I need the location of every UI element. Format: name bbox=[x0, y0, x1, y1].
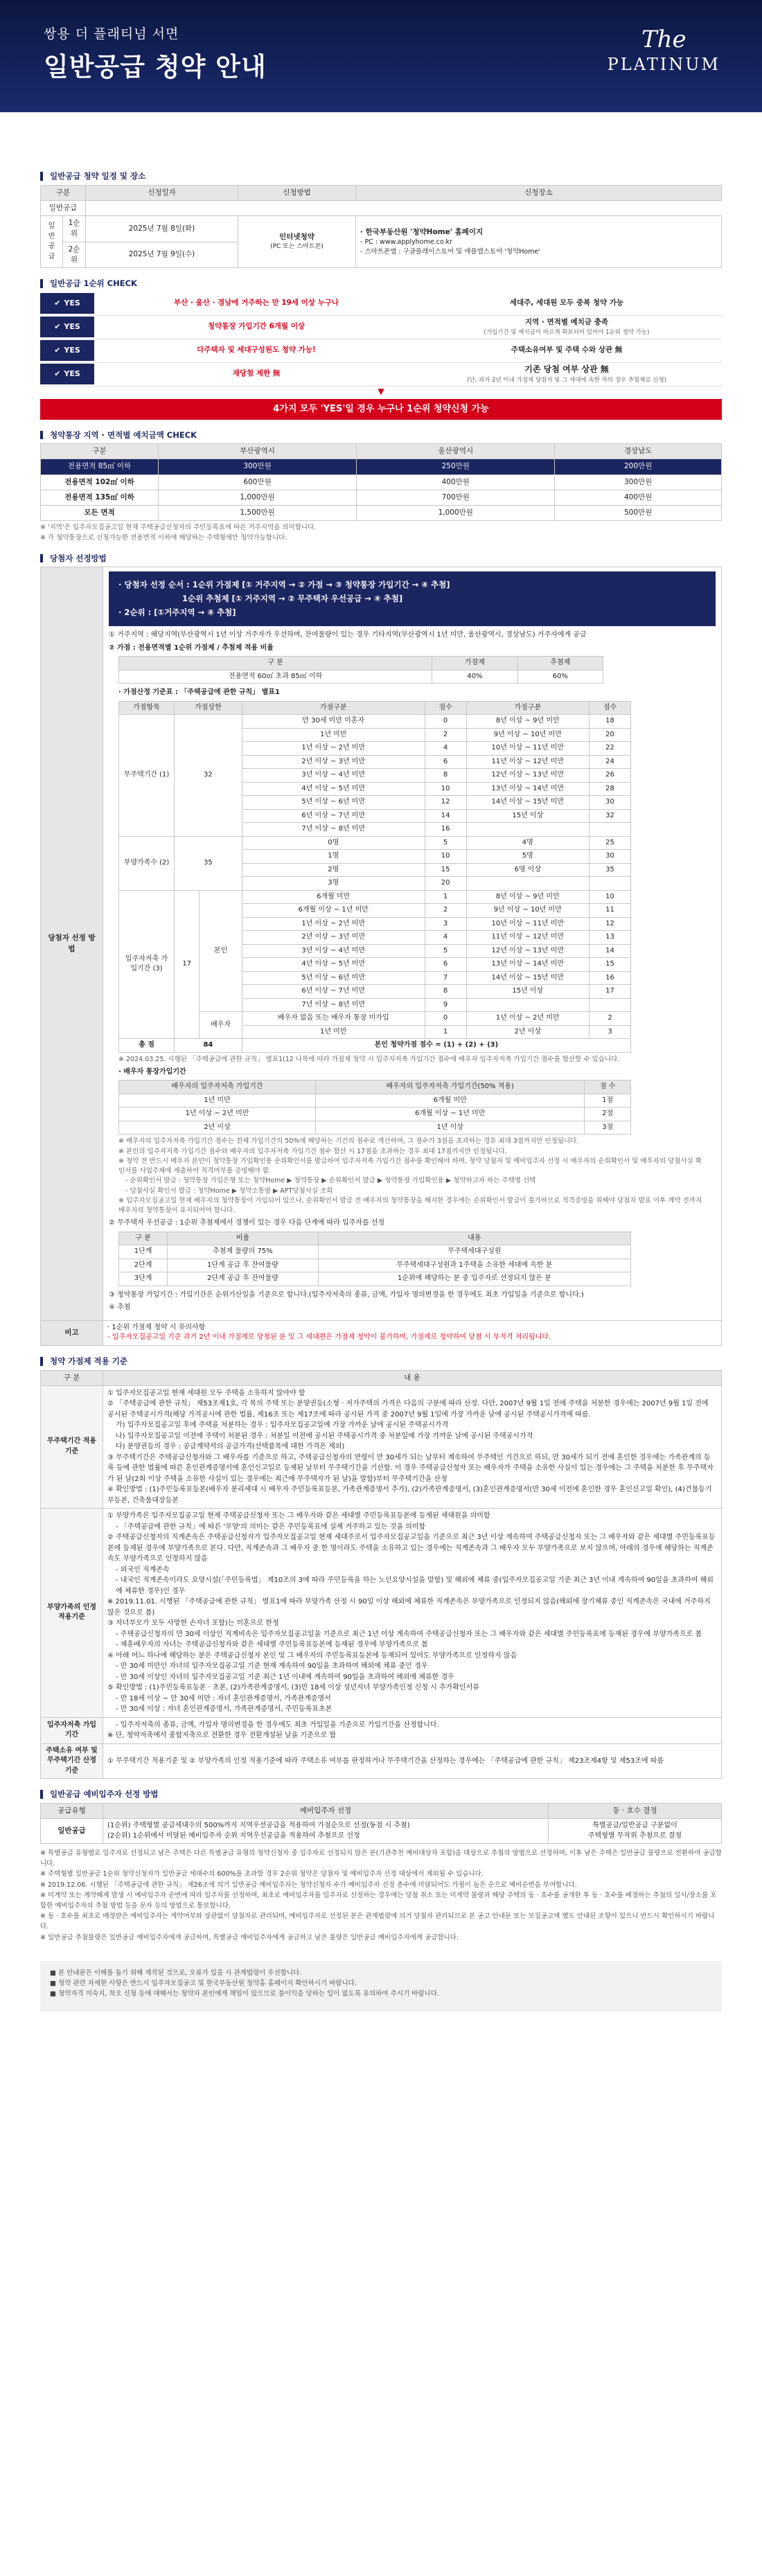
header-pretitle: 쌍용 더 플래티넘 서면 bbox=[44, 26, 179, 42]
deposit-head: 경상남도 bbox=[555, 444, 722, 459]
score-cell: 10 bbox=[425, 782, 466, 796]
schedule-group: 일반공급 bbox=[41, 216, 63, 268]
check-left: 청약통장 가입기간 6개월 이상 bbox=[208, 322, 305, 331]
spouse-cell: 2년 이상 bbox=[119, 1121, 316, 1135]
deposit-cell: 400만원 bbox=[357, 474, 555, 490]
score-cell: 12 bbox=[590, 917, 631, 931]
winner-item4: ③ 청약통장 가입기간 : 가입기간은 순위기산일을 기준으로 합니다.(입주자저축의 종류, 금액, 가입자 명의변경을 한 경우에도 최초 가입일을 기준으로 합니다.) bbox=[109, 1290, 584, 1299]
score-cell: 25 bbox=[590, 836, 631, 850]
score-cell: 11 bbox=[590, 904, 631, 918]
winner-item2: ② 가점 : 전용면적별 1순위 가점제 / 추첨제 적용 비율 bbox=[109, 643, 274, 652]
schedule-head: 신청방법 bbox=[238, 185, 356, 200]
criteria-head: 구 분 bbox=[41, 1370, 103, 1385]
page-header bbox=[0, 0, 762, 112]
score-cell: 10년 이상 ~ 11년 미만 bbox=[466, 917, 589, 931]
score-cell: 16 bbox=[425, 823, 466, 837]
criteria-content bbox=[103, 1717, 722, 1743]
score-max: 32 bbox=[175, 715, 242, 837]
arrow-down-icon: ▼ bbox=[378, 386, 384, 396]
spouse-cell: 1점 bbox=[585, 1094, 631, 1108]
score-cell: 14 bbox=[425, 809, 466, 823]
score-cell: 만 30세 미만 미혼자 bbox=[242, 715, 425, 729]
score-cell: 1 bbox=[425, 1025, 466, 1039]
score-cell: 7 bbox=[425, 971, 466, 985]
score-cell: 4년 이상 ~ 5년 미만 bbox=[242, 958, 425, 972]
criteria-para: - 만 18세 이상 ~ 만 30세 미만 : 자녀 혼인관계증명서, 가족관계증명서 bbox=[116, 1694, 331, 1703]
score-cell: 8 bbox=[425, 985, 466, 999]
deposit-label: 전용면적 135㎡ 이하 bbox=[41, 490, 159, 505]
ratio-head: 추첨제 bbox=[517, 657, 603, 670]
ratio-cell: 전용면적 60㎡ 초과 85㎡ 이하 bbox=[119, 670, 432, 684]
score-total-label: 총 점 bbox=[119, 1039, 175, 1053]
spouse-cell: 1년 미만 bbox=[119, 1094, 316, 1108]
check-right: 기존 당첨 여부 상관 無 (단, 과거 2년 이내 가점제 당첨자 및 그 세대에 속한 자의 경우 추첨제로 신청) bbox=[467, 364, 666, 384]
score-cell: 6명 이상 bbox=[466, 863, 589, 877]
deposit-cell: 1,000만원 bbox=[159, 490, 357, 505]
deposit-notes: ※ '지역'은 입주자모집공고일 현재 주택공급신청자의 주민등록표에 따른 거주지역을 의미합니다. ※ 각 청약통장으로 신청가능한 전용면적 이하에 해당하는 주택형에만 청약가능합니다. bbox=[40, 524, 317, 542]
criteria-para: ④ 아래 어느 하나에 해당하는 분은 주택공급신청자 본인 및 그 배우자의 주민등록표등본에 등재되어 있어도 부양가족으로 인정하지 않음 bbox=[107, 1651, 517, 1660]
reserve-head: 동 · 호수 결정 bbox=[549, 1803, 722, 1818]
check-row bbox=[40, 363, 722, 387]
winner-table bbox=[40, 567, 722, 1345]
priority-cell: 1단계 공급 후 잔여물량 bbox=[168, 1259, 319, 1272]
criteria-para: 나) 입주자모집공고일 이전에 주택이 처분된 경우 : 처분일 이전에 공시된 주택공시가격 중 처분일에 가장 가까운 날에 공시된 주택공시가격 bbox=[116, 1432, 533, 1440]
score-sub: 배우자 bbox=[200, 1012, 242, 1039]
priority-cell: 무주택세대구성원 bbox=[318, 1245, 630, 1259]
deposit-title: 청약통장 지역 · 면적별 예치금액 CHECK bbox=[40, 431, 722, 440]
score-cell: 9년 이상 ~ 10년 미만 bbox=[466, 904, 589, 918]
criteria-para: - 주택공급신청자의 만 30세 이상인 직계비속은 입주자모집공고일을 기준으로 최근 1년 이상 계속하여 주택공급신청자 또는 그 배우자와 같은 세대별 주민등록표에 등재된 경우에 부양가족으로 봄 bbox=[116, 1630, 702, 1638]
criteria-row bbox=[41, 1717, 722, 1743]
score-cell: 5년 이상 ~ 6년 미만 bbox=[242, 971, 425, 985]
score-cell: 14 bbox=[590, 944, 631, 958]
spouse-table bbox=[118, 1080, 631, 1135]
criteria-para: 가) 입주자모집공고일 후에 주택을 처분하는 경우 : 입주자모집공고일에 가장 가까운 날에 공시된 주택공시가격 bbox=[116, 1421, 449, 1430]
ratio-head: 구 분 bbox=[119, 657, 432, 670]
score-table bbox=[118, 701, 631, 1053]
score-cell: 32 bbox=[590, 809, 631, 823]
deposit-cell: 500만원 bbox=[555, 506, 722, 521]
deposit-label: 모든 면적 bbox=[41, 506, 159, 521]
check-row bbox=[40, 316, 722, 339]
etc-content: · 1순위 가점제 청약 시 유의사항 - 입주자모집공고일 기준 과거 2년 이내 가점제로 당첨된 분 및 그 세대원은 가점제 청약이 불가하며, 가점제로 청약하여 당첨 시 부적격 처리됩니다. bbox=[103, 1320, 722, 1345]
criteria-para: ② 「주택공급에 관한 규칙」 제53조제1호, 각 목의 주택 또는 분양권등(소형 · 저가주택의 가격은 다음의 구분에 따라 산정. 다만, 2007년 9월 1일 전에 주택을 처분한 경우에는 2007년 9월 1일 전에 공시된 주택공시가격(해당 가격공시에 관한 법률, 제16조 또는 제17조에 따라 공시된 가격 중 2007년 9월 1일에 가장 가까운 날에 공시된 주택공시가격에 따름. bbox=[107, 1400, 709, 1419]
spouse-cell: 3점 bbox=[585, 1121, 631, 1135]
score-cell: 4 bbox=[425, 931, 466, 945]
deposit-cell: 700만원 bbox=[357, 490, 555, 505]
priority-cell: 1단계 bbox=[119, 1245, 168, 1259]
score-cell: 12년 이상 ~ 13년 미만 bbox=[466, 769, 589, 783]
schedule-head: 구분 bbox=[41, 185, 86, 200]
spouse-cell: 2점 bbox=[585, 1108, 631, 1121]
criteria-row bbox=[41, 1743, 722, 1779]
score-cell: 14년 이상 ~ 15년 미만 bbox=[466, 796, 589, 810]
score-cell: 2 bbox=[590, 1012, 631, 1026]
score-row bbox=[119, 836, 631, 850]
criteria-row bbox=[41, 1385, 722, 1509]
criteria-para: ※ 2019.11.01. 시행된 「주택공급에 관한 규칙」 별표1에 따라 부양가족 산정 시 90일 이상 해외에 체류한 직계존속은 부양가족으로 인정되지 않음(해외에 장기체류 중인 직계존속은 국내에 거주하지 않은 것으로 봄) bbox=[107, 1598, 711, 1617]
reserve-selection: (1순위) 주택형별 공급세대수의 500%까지 지역우선공급을 적용하여 가점순으로 선정(동점 시 추첨) (2순위) 1순위에서 미달된 예비입주자 순위 지역우선공급을 적용하여 추첨으로 선정 bbox=[103, 1819, 549, 1844]
score-cell: 5 bbox=[425, 836, 466, 850]
score-category: 무주택기간 (1) bbox=[119, 715, 175, 837]
score-cell: 9 bbox=[425, 998, 466, 1012]
score-cell: 1명 bbox=[242, 850, 425, 864]
score-cell: 17 bbox=[590, 985, 631, 999]
score-head: 가점상한 bbox=[175, 701, 242, 715]
score-cell bbox=[590, 823, 631, 837]
score-cell: 5명 bbox=[466, 850, 589, 864]
score-cell: 6개월 미만 bbox=[242, 890, 425, 904]
criteria-para: ④ 확인방법 : (1)주민등록표등본(배우자 분리세대 시 배우자 주민등록표등본, 가족관계증명서 추가), (2)가족관계증명서, (3)혼인관계증명서(만 30세 이전에 혼인한 경우 혼인신고일 확인), (4)건물등기부등본, 건축물대장등본 bbox=[107, 1486, 712, 1504]
ratio-cell: 40% bbox=[432, 670, 517, 684]
score-cell: 3년 이상 ~ 4년 미만 bbox=[242, 944, 425, 958]
priority-table bbox=[118, 1232, 631, 1286]
schedule-body bbox=[40, 215, 722, 268]
logo-the: The bbox=[641, 26, 686, 53]
deposit-cell: 400만원 bbox=[555, 490, 722, 505]
check-left: 재당첨 제한 無 bbox=[232, 369, 281, 378]
ratio-head: 가점제 bbox=[432, 657, 517, 670]
priority-head: 구 분 bbox=[119, 1232, 168, 1245]
score-cell: 10년 이상 ~ 11년 미만 bbox=[466, 742, 589, 756]
reserve-notes: ※ 특별공급 유형별로 입주자로 선정되고 남은 주택은 다른 특별공급 유형의 청약신청자 중 입주자로 선정되지 않은 분(기관추천 예비대상자 포함)을 대상으로 추첨의 방법으로 선정하며, 이후 남은 주택은 일반공급 물량으로 전환하여 공급합니다. ※ 주택형별 일반공급 1순위 청약신청자가 일반공급 세대수의 600%를 초과할 경우 2순위 청약은 당첨자 및 예비입주자 선정 대상에서 제외될 수 있습니다. ※ 2019.12.06. 시행된 「주택공급에 관한 규칙」 제26조에 의거 일반공급 예비입주자는 청약신청자 수가 예비입주자 선정 총수에 미달되어도 가점이 높은 순으로 예비순번을 부여합니다. ※ 미계약 또는 계약해제 발생 시 예비입주자 순번에 따라 입주자를 선정하며, 최초로 예비입주자를 입주자로 선정하는 경우에는 당첨 취소 또는 미계약 물량과 해당 주택의 동 · 호수를 공개한 후 동 · 호수를 배정하는 추첨의 일시/장소를 포함한 예비입주자의 추첨 방법 등을 문자 등의 방법으로 통보합니다. ※ 동 · 호수를 최초로 배정받은 예비입주자는 계약여부와 상관없이 당첨자로 관리되며, 예비입주자로 선정된 분은 관계법령에 의거 당첨자 관리되므로 본 공고 안내문 또는 모집공고에 별도 안내된 조항이 있으니 반드시 확인하시기 바랍니다. ※ 일반공급 추첨물량은 일반공급 예비입주자에게 공급하며, 특별공급 예비입주자에게 공급하고 남은 물량은 일반공급 예비입주자에게 공급합니다. bbox=[40, 1849, 722, 1942]
score-cell: 15 bbox=[425, 863, 466, 877]
winner-item1: ① 거주지역 : 해당지역(부산광역시 1년 이상 거주자가 우선하며, 잔여물량이 있는 경우 기타지역(부산광역시 1년 미만, 울산광역시, 경상남도) 거주자에게 공급 bbox=[109, 631, 587, 639]
score-category: 부양가족수 (2) bbox=[119, 836, 175, 890]
check-right: 세대주, 세대원 모두 중복 청약 가능 bbox=[509, 299, 624, 308]
score-cell: 0명 bbox=[242, 836, 425, 850]
score-cell: 20 bbox=[590, 728, 631, 742]
schedule-date: 2025년 7월 9일(수) bbox=[86, 242, 238, 267]
score-cell: 28 bbox=[590, 782, 631, 796]
spouse-head: 배우자의 입주자저축 가입기간 bbox=[119, 1081, 316, 1094]
score-cell: 35 bbox=[590, 863, 631, 877]
score-cell: 20 bbox=[425, 877, 466, 891]
score-cell: 1년 이상 ~ 2년 미만 bbox=[242, 917, 425, 931]
criteria-para: ② 주택공급신청자의 직계존속은 주택공급신청자가 입주자모집공고일 현재 세대주로서 입주자모집공고일을 기준으로 최근 3년 이상 계속하여 주택공급신청자 또는 그 배우자와 같은 세대별 주민등록표등본에 등재된 경우에 부양가족으로 본다. 다만, 직계존속과 그 배우자 중 한 명이라도 주택을 소유하고 있는 경우에는 직계존속과 그 배우자 모두 부양가족으로 보지 않으며, 아래의 경우에 해당하는 직계존속도 부양가족으로 인정하지 않음 bbox=[107, 1534, 716, 1563]
criteria-content bbox=[103, 1385, 722, 1509]
criteria-para: - 내국인 직계존속이라도 요양시설(「주민등록법」 제10조의 3에 따라 주민등록을 하는 노인요양시설을 말함) 및 해외에 체류 중(입주자모집공고일 기준 최근 3년 이내 계속하여 90일을 초과하여 해외에 체류한 경우)인 경우 bbox=[116, 1576, 714, 1595]
schedule-rank: 1순위 bbox=[63, 216, 86, 242]
score-cell: 2년 이상 bbox=[466, 1025, 589, 1039]
criteria-para: ③ 자녀부모가 모두 사망한 손자녀 포함)는 미혼으로 한정 bbox=[107, 1619, 279, 1628]
score-cell: 7년 이상 ~ 8년 미만 bbox=[242, 823, 425, 837]
score-cell: 11년 이상 ~ 12년 미만 bbox=[466, 931, 589, 945]
spouse-head: 점 수 bbox=[585, 1081, 631, 1094]
score-cell: 14년 이상 ~ 15년 미만 bbox=[466, 971, 589, 985]
yes-badge: ✔ YES bbox=[40, 340, 94, 361]
score-cell: 10 bbox=[425, 850, 466, 864]
score-category: 입주자저축 가입기간 (3) bbox=[119, 890, 175, 1039]
score-cell: 16 bbox=[590, 971, 631, 985]
priority-cell: 3단계 bbox=[119, 1272, 168, 1286]
score-cell: 0 bbox=[425, 715, 466, 729]
reserve-table bbox=[40, 1803, 722, 1844]
score-cell: 0 bbox=[425, 1012, 466, 1026]
criteria-para: ① 입주자모집공고일 현재 세대원 모두 주택을 소유하지 않아야 함 bbox=[107, 1389, 305, 1397]
priority-cell: 2단계 bbox=[119, 1259, 168, 1272]
criteria-para: - 입주자저축의 종류, 금액, 가입자 명의변경을 한 경우에도 최초 가입일을 기준으로 가입기간을 산정합니다. bbox=[116, 1721, 439, 1729]
score-cell bbox=[466, 877, 589, 891]
spouse-cell: 6개월 미만 bbox=[316, 1094, 585, 1108]
criteria-title: 청약 가점제 적용 기준 bbox=[40, 1357, 722, 1366]
score-cell bbox=[466, 823, 589, 837]
score-cell: 13년 이상 ~ 14년 미만 bbox=[466, 958, 589, 972]
score-cell: 1 bbox=[425, 890, 466, 904]
deposit-cell: 300만원 bbox=[555, 474, 722, 490]
score-cell: 2년 이상 ~ 3년 미만 bbox=[242, 931, 425, 945]
score-cell: 3 bbox=[590, 1025, 631, 1039]
criteria-para: - 재혼배우자의 자녀는 주택공급신청자와 같은 세대별 주민등록표등본에 등재된 경우에 부양가족으로 봄 bbox=[116, 1641, 428, 1649]
score-cell: 4년 이상 ~ 5년 미만 bbox=[242, 782, 425, 796]
score-cell bbox=[466, 998, 589, 1012]
score-cell bbox=[590, 877, 631, 891]
score-max: 35 bbox=[175, 836, 242, 890]
score-cell: 8년 이상 ~ 9년 미만 bbox=[466, 890, 589, 904]
check-title: 일반공급 1순위 CHECK bbox=[40, 279, 722, 288]
schedule-table bbox=[40, 185, 722, 216]
score-cell: 6 bbox=[425, 755, 466, 769]
priority-cell: 무주택세대구성원과 1주택을 소유한 세대에 속한 분 bbox=[318, 1259, 630, 1272]
criteria-para: - 「주택공급에 관한 규칙」에 따른 '부양'의 의미는 같은 주민등록표에 실제 거주하고 있는 것을 의미함 bbox=[116, 1522, 426, 1531]
schedule-rank: 2순위 bbox=[63, 242, 86, 267]
score-cell: 5년 이상 ~ 6년 미만 bbox=[242, 796, 425, 810]
score-cell: 10 bbox=[590, 890, 631, 904]
check-right: 주택소유여부 및 주택 수와 상관 無 bbox=[511, 346, 623, 355]
priority-head: 비율 bbox=[168, 1232, 319, 1245]
criteria-para: ① 부양가족은 입주자모집공고일 현재 주택공급신청자 또는 그 배우자와 같은 세대별 주민등록표등본에 등재된 세대원을 의미함 bbox=[107, 1512, 490, 1520]
score-cell: 4명 bbox=[466, 836, 589, 850]
winner-title: 당첨자 선정방법 bbox=[40, 554, 722, 563]
criteria-para: - 외국인 직계존속 bbox=[116, 1565, 170, 1574]
score-cell: 3 bbox=[425, 917, 466, 931]
score-cell: 2년 이상 ~ 3년 미만 bbox=[242, 755, 425, 769]
schedule-head: 신청장소 bbox=[356, 185, 722, 200]
check-list bbox=[40, 292, 722, 387]
score-head: 가점구분 bbox=[242, 701, 425, 715]
score-cell: 6 bbox=[425, 958, 466, 972]
criteria-para: 다) 분양권등의 경우 : 공급계약서의 공급가격(선택품목에 대한 가격은 제외) bbox=[116, 1443, 345, 1451]
score-cell: 22 bbox=[590, 742, 631, 756]
score-sub: 본인 bbox=[200, 890, 242, 1012]
reserve-label: 일반공급 bbox=[41, 1819, 103, 1844]
deposit-cell: 300만원 bbox=[159, 459, 357, 474]
score-cell: 8년 이상 ~ 9년 미만 bbox=[466, 715, 589, 729]
schedule-date: 2025년 7월 8일(화) bbox=[86, 216, 238, 242]
criteria-para: - 만 30세 미만인 자녀의 입주자모집공고일 기준 현재 계속하여 90일을 초과하여 해외에 체류 중인 경우 bbox=[116, 1662, 428, 1671]
deposit-cell: 600만원 bbox=[159, 474, 357, 490]
spouse-title: · 배우자 통장가입기간 bbox=[118, 1067, 186, 1076]
score-cell: 13년 이상 ~ 14년 미만 bbox=[466, 782, 589, 796]
yes-badge: ✔ YES bbox=[40, 364, 94, 384]
etc-label: 비고 bbox=[41, 1320, 103, 1345]
score-cell: 9년 이상 ~ 10년 미만 bbox=[466, 728, 589, 742]
check-banner: 4가지 모두 'YES'일 경우 누구나 1순위 청약신청 가능 bbox=[40, 399, 722, 420]
deposit-cell: 1,500만원 bbox=[159, 506, 357, 521]
score-row bbox=[119, 715, 631, 729]
schedule-title: 일반공급 청약 일정 및 장소 bbox=[40, 172, 722, 181]
score-cell: 12 bbox=[425, 796, 466, 810]
brand-logo bbox=[608, 28, 720, 77]
score-cell: 30 bbox=[590, 850, 631, 864]
score-cell: 배우자 없음 또는 배우자 통장 미가입 bbox=[242, 1012, 425, 1026]
score-cell: 3년 이상 ~ 4년 미만 bbox=[242, 769, 425, 783]
reserve-head: 예비입주자 선정 bbox=[103, 1803, 549, 1818]
spouse-head: 배우자의 입주자저축 가입기간(50% 적용) bbox=[316, 1081, 585, 1094]
score-cell: 15년 이상 bbox=[466, 985, 589, 999]
score-head: 점수 bbox=[590, 701, 631, 715]
score-cell: 5 bbox=[425, 944, 466, 958]
priority-cell: 2단계 공급 후 잔여물량 bbox=[168, 1272, 319, 1286]
score-note: ※ 2024.03.25. 시행된 「주택공급에 관한 규칙」 별표1(12 나목에 따라 가점제 청약 시 입주자저축 가입기간 점수에 배우자 입주자저축 가입기간 점수를 합산할 수 있습니다. bbox=[118, 1055, 620, 1063]
score-total: 84 bbox=[175, 1039, 242, 1053]
criteria-para: ⑤ 확인방법 : (1)주민등록표등본 · 초본, (2)가족관계증명서, (3)만 18세 이상 성년자녀 부양가족인정 신청 시 추가확인서류 bbox=[107, 1684, 479, 1692]
check-left: 다주택자 및 세대구성원도 청약 가능! bbox=[197, 346, 316, 355]
ratio-cell: 60% bbox=[517, 670, 603, 684]
check-icon: ✔ bbox=[54, 322, 61, 332]
schedule-head: 신청일자 bbox=[86, 185, 238, 200]
score-cell: 7년 이상 ~ 8년 미만 bbox=[242, 998, 425, 1012]
schedule-method: 인터넷청약 (PC 또는 스마트폰) bbox=[238, 216, 356, 268]
spouse-cell: 6개월 이상 ~ 1년 미만 bbox=[316, 1108, 585, 1121]
reserve-decision: 특별공급/일반공급 구분없이 주택형별 무작위 추첨으로 결정 bbox=[549, 1819, 722, 1844]
deposit-head: 구분 bbox=[41, 444, 159, 459]
ratio-table bbox=[118, 656, 603, 684]
criteria-label: 주택소유 여부 및 무주택기간 산정기준 bbox=[41, 1743, 103, 1779]
spouse-notes: ※ 배우자의 입주자저축 가입기간 점수는 전체 가입기간의 50%에 해당하는 기간의 점수로 계산하며, 그 점수가 3점을 초과하는 경우 최대 3점까지만 인정됩니다. ※ 본인의 입주자저축 가입기간 점수와 배우자의 입주자저축 가입기간 점수 합산 시 17점을 초과하는 경우 최대 17점까지만 인정됩니다. ※ 청약 전 반드시 배우자 본인이 청약통장 가입확인용 순위확인서를 발급하여 입주자저축 가입기간 점수를 확인해야 하며, 청약 당첨자 및 예비입주자 선정 시 배우자의 순위확인서 및 배우자의 당첨사실 확인서를 사업주체에 제출하여 적격여부를 증빙해야 함. - 순위확인서 발급 : 청약통장 가입은행 또는 청약Home ▶ 청약통장 ▶ 순위확인서 발급 ▶ 청약통장 가입확인용 ▶ 청약하고자 하는 주택명 선택 - 당첨사실 확인서 발급 : 청약Home ▶ 청약소통방 ▶ APT당첨사실 조회 ※ 입주자모집공고일 현재 배우자의 청약통장이 가입되어 있으나, 순위확인서 발급 전 배우자의 청약통장을 해지한 경우에는 순위확인서 발급이 불가하므로 적격증빙을 위해야 당첨자 발표 이후 계약 전까지 배우자의 청약통장이 유지되어야 합니다. bbox=[118, 1137, 702, 1215]
score-cell: 3명 bbox=[242, 877, 425, 891]
schedule-group: 일반공급 bbox=[41, 200, 86, 215]
spouse-cell: 1년 이상 ~ 2년 미만 bbox=[119, 1108, 316, 1121]
criteria-label: 부양가족의 인정 적용기준 bbox=[41, 1509, 103, 1718]
score-cell: 2명 bbox=[242, 863, 425, 877]
yes-badge: ✔ YES bbox=[40, 317, 94, 337]
priority-cell: 1순위에 해당하는 분 중 입주자로 선정되지 않은 분 bbox=[318, 1272, 630, 1286]
score-formula: 본인 청약가점 점수 = (1) + (2) + (3) bbox=[242, 1039, 630, 1053]
schedule-place: · 한국부동산원 '청약Home' 홈페이지 - PC : www.applyhome.co.kr - 스마트폰앱 : 구글플레이스토어 및 애플앱스토어 '청약Home' bbox=[356, 216, 722, 268]
deposit-head: 부산광역시 bbox=[159, 444, 357, 459]
logo-platinum: PLATINUM bbox=[607, 55, 720, 74]
criteria-para: - 만 30세 이상 : 자녀 혼인관계증명서, 가족관계증명서, 주민등록표초본 bbox=[116, 1705, 333, 1714]
spouse-cell: 1년 이상 bbox=[316, 1121, 585, 1135]
deposit-label: 전용면적 102㎡ 이하 bbox=[41, 474, 159, 490]
score-cell: 12년 이상 ~ 13년 미만 bbox=[466, 944, 589, 958]
score-cell: 11년 이상 ~ 12년 미만 bbox=[466, 755, 589, 769]
score-cell: 4 bbox=[425, 742, 466, 756]
score-cell: 2 bbox=[425, 728, 466, 742]
score-cell: 30 bbox=[590, 796, 631, 810]
criteria-para: - 만 30세 이상인 자녀의 입주자모집공고일 기준 최근 1년 이내에 계속하여 90일을 초과하여 해외에 체류한 경우 bbox=[116, 1673, 454, 1681]
deposit-cell: 250만원 bbox=[357, 459, 555, 474]
score-cell: 13 bbox=[590, 931, 631, 945]
check-icon: ✔ bbox=[54, 346, 61, 355]
score-head: 점수 bbox=[425, 701, 466, 715]
check-left: 부산 · 울산 · 경남에 거주하는 만 19세 이상 누구나 bbox=[173, 299, 339, 308]
deposit-table bbox=[40, 443, 722, 521]
score-cell: 6년 이상 ~ 7년 미만 bbox=[242, 985, 425, 999]
deposit-cell: 200만원 bbox=[555, 459, 722, 474]
score-cell: 2 bbox=[425, 904, 466, 918]
score-cell: 24 bbox=[590, 755, 631, 769]
winner-item5: ④ 추첨 bbox=[109, 1304, 131, 1312]
page-title: 일반공급 청약 안내 bbox=[44, 51, 267, 82]
score-head: 가점구분 bbox=[466, 701, 589, 715]
priority-cell: 추첨제 물량의 75% bbox=[168, 1245, 319, 1259]
check-row bbox=[40, 339, 722, 363]
criteria-row bbox=[41, 1509, 722, 1718]
score-cell: 15년 이상 bbox=[466, 809, 589, 823]
winner-item3: ② 무주택자 우선공급 : 1순위 추첨제에서 경쟁이 있는 경우 다음 단계에 따라 입주자를 선정 bbox=[109, 1219, 385, 1227]
score-cell: 6개월 이상 ~ 1년 미만 bbox=[242, 904, 425, 918]
deposit-label: 전용면적 85㎡ 이하 bbox=[41, 459, 159, 474]
winner-content bbox=[103, 567, 722, 1320]
yes-badge: ✔ YES bbox=[40, 293, 94, 314]
criteria-para: ※ 단, 청약저축에서 종합저축으로 전환한 경우 전환개설된 날을 기준으로 함 bbox=[107, 1732, 336, 1740]
score-cell: 1년 미만 bbox=[242, 1025, 425, 1039]
criteria-table bbox=[40, 1370, 722, 1779]
check-icon: ✔ bbox=[54, 299, 61, 308]
deposit-cell: 1,000만원 bbox=[357, 506, 555, 521]
priority-head: 내용 bbox=[318, 1232, 630, 1245]
score-title: · 가점산정 기준표 : 「주택공급에 관한 규칙」 별표1 bbox=[118, 689, 281, 697]
criteria-head: 내 용 bbox=[103, 1370, 722, 1385]
footer-notes: ■ 본 안내문은 이해를 돕기 위해 제작된 것으로, 오류가 있을 시 관계법령이 우선합니다. ■ 청약 관련 자세한 사항은 반드시 입주자모집공고 및 한국부동산원 청약홈 홈페이지 확인하시기 바랍니다. ■ 청약자격 미숙지, 착오 신청 등에 대해서는 청약자 본인에게 책임이 있으므로 불이익을 당하는 일이 없도록 유의하여 주시기 바랍니다. bbox=[40, 1961, 722, 2012]
winner-side-label: 당첨자 선정 방법 bbox=[41, 567, 103, 1320]
score-cell: 15 bbox=[590, 958, 631, 972]
score-cell: 6년 이상 ~ 7년 미만 bbox=[242, 809, 425, 823]
score-cell: 1년 이상 ~ 2년 미만 bbox=[242, 742, 425, 756]
score-head: 가점항목 bbox=[119, 701, 175, 715]
reserve-title: 일반공급 예비입주자 선정 방법 bbox=[40, 1790, 722, 1799]
score-cell: 1년 이상 ~ 2년 미만 bbox=[466, 1012, 589, 1026]
criteria-content bbox=[103, 1743, 722, 1779]
criteria-para: ① 무주택기간 적용기준 및 ② 부양가족의 인정 적용기준에 따라 주택소유 여부를 판정하거나 무주택기간을 산정하는 경우에는 「주택공급에 관한 규칙」 제23조제4항 및 제53조에 따름 bbox=[107, 1757, 664, 1765]
reserve-head: 공급유형 bbox=[41, 1803, 103, 1818]
criteria-label: 입주자저축 가입기간 bbox=[41, 1717, 103, 1743]
score-row bbox=[119, 890, 631, 904]
criteria-content bbox=[103, 1509, 722, 1718]
check-row bbox=[40, 292, 722, 316]
score-cell: 26 bbox=[590, 769, 631, 783]
score-cell: 18 bbox=[590, 715, 631, 729]
score-max: 17 bbox=[175, 890, 200, 1039]
score-cell bbox=[590, 998, 631, 1012]
score-cell: 1년 미만 bbox=[242, 728, 425, 742]
score-cell: 8 bbox=[425, 769, 466, 783]
check-right: 지역 · 면적별 예치금 충족 (가입기간 및 예치금이 바르게 확보되어 있어야 1순위 청약 가능) bbox=[484, 318, 650, 336]
winner-summary: · 당첨자 선정 순서 : 1순위 가점제 [① 거주지역 → ② 가점 → ③ 청약통장 가입기간 → ④ 추첨] 1순위 추첨제 [① 거주지역 → ② 무주택자 우선공급 → ④ 추첨] · 2순위 : [①거주지역 → ④ 추첨] bbox=[109, 571, 716, 626]
deposit-head: 울산광역시 bbox=[357, 444, 555, 459]
check-icon: ✔ bbox=[54, 369, 61, 379]
criteria-para: ③ 무주택기간은 주택공급신청자와 그 배우자를 기준으로 하고, 주택공급신청자의 연령이 만 30세가 되는 날부터 계속하여 무주택인 기간으로 하되, 만 30세가 되기 전에 혼인한 경우에는 가족관계의 등록 등에 관한 법률에 따른 혼인관계증명서에 혼인신고일로 등재된 날부터 무주택기간을 기산함. 이 경우 주택공급신청자 또는 배우자가 주택을 소유한 사실이 있는 경우에는 그 주택을 처분한 후 무주택자가 된 날(2회 이상 주택을 소유한 사실이 있는 경우에는 최근에 무주택자가 된 날)을 말함)부터 무주택기간을 산정 bbox=[107, 1453, 714, 1483]
criteria-label: 무주택기간 적용기준 bbox=[41, 1385, 103, 1509]
